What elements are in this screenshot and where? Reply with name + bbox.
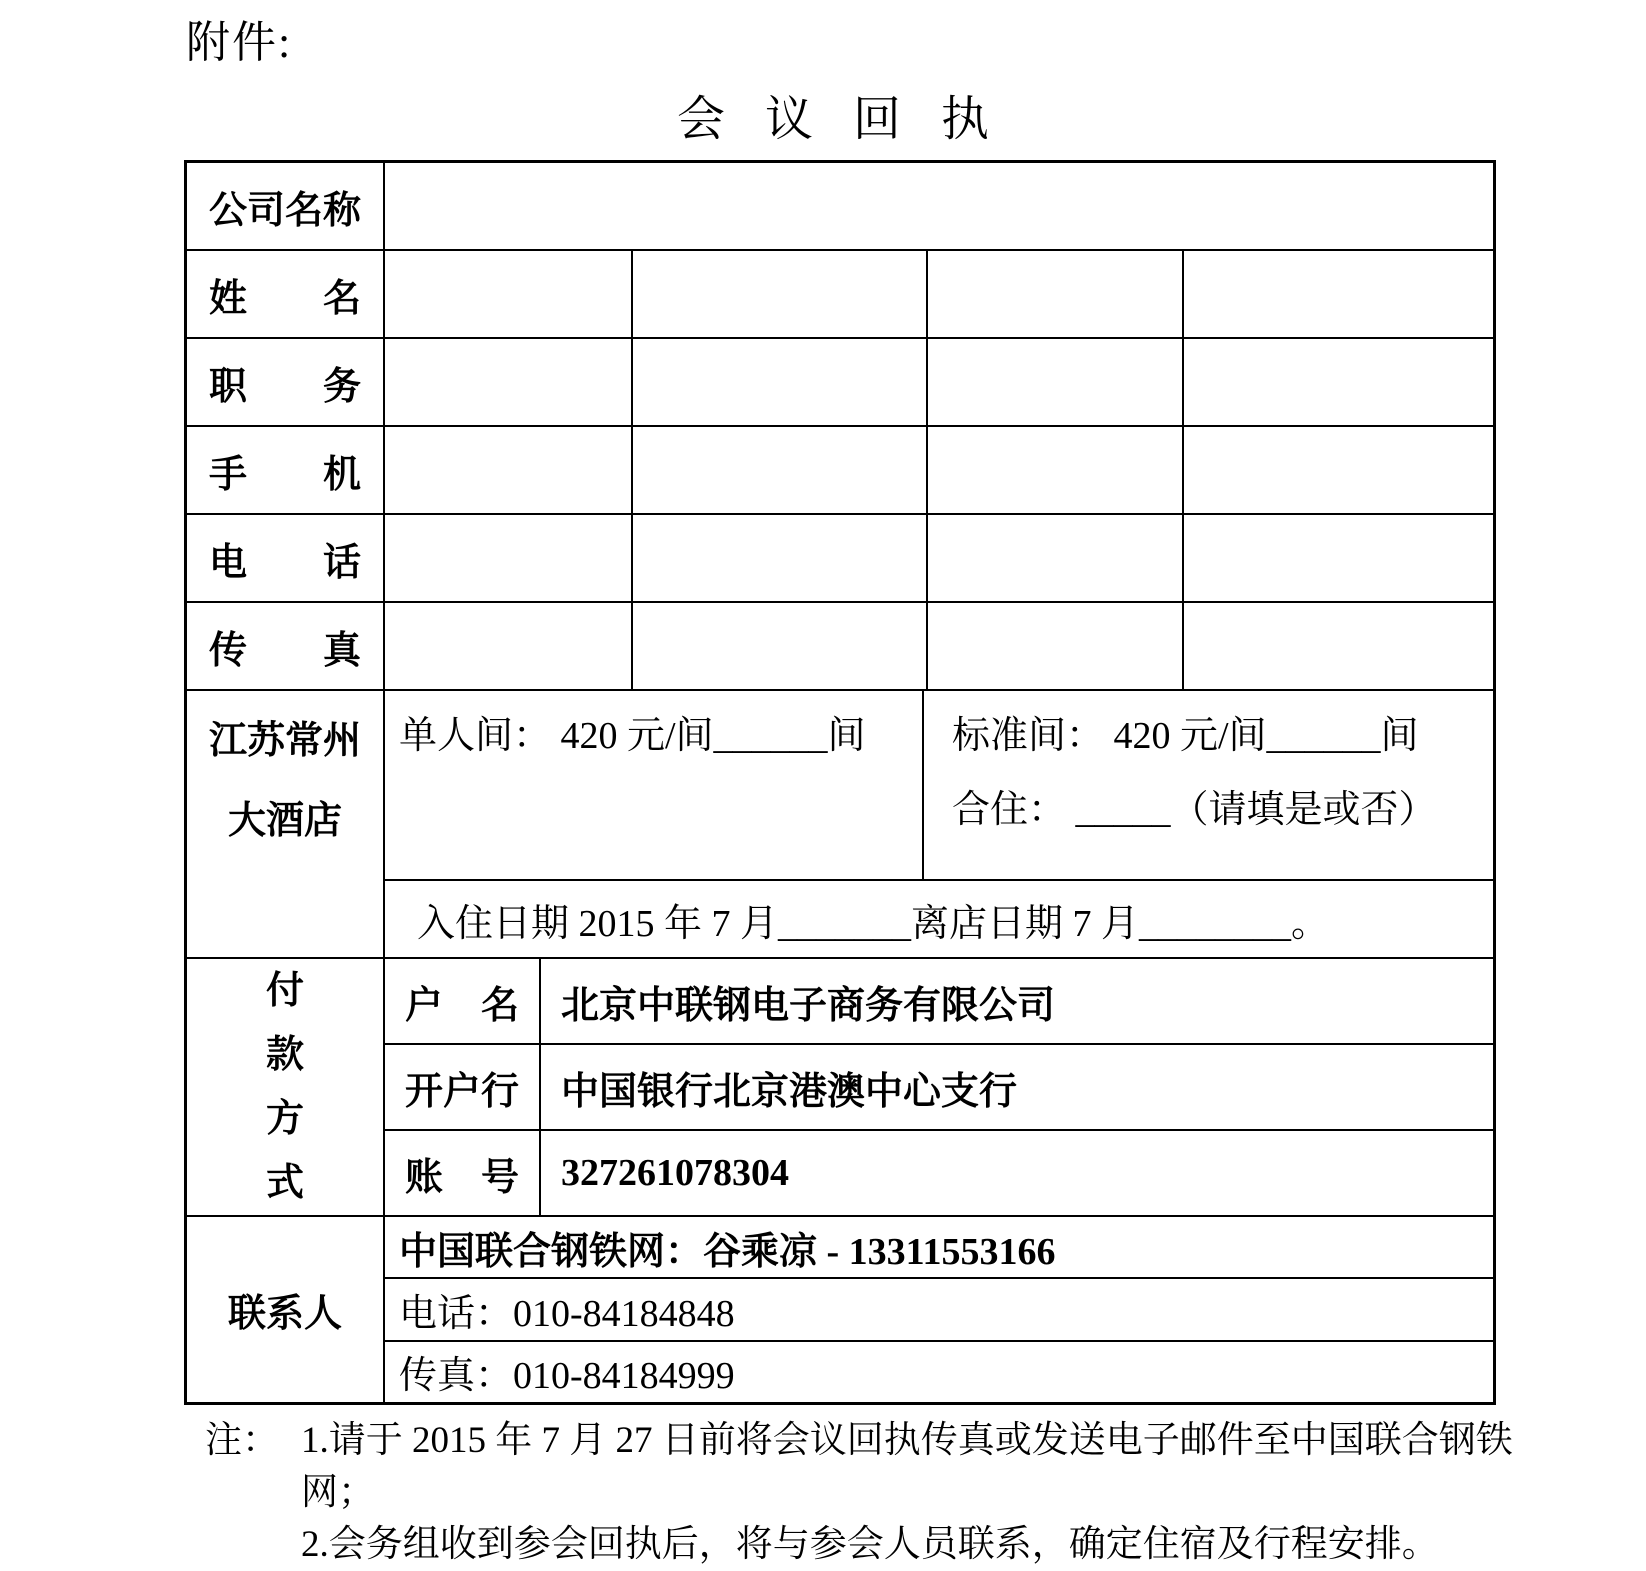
reply-form-table xyxy=(184,160,1496,1405)
stay-dates-text[interactable]: 入住日期 2015 年 7 月_______离店日期 7 月________。 xyxy=(417,902,1330,945)
fax-fill-cell-1[interactable] xyxy=(385,603,633,689)
telephone-fill-cell-4[interactable] xyxy=(1184,515,1493,601)
payment-label-text: 付款方式 xyxy=(265,970,304,1204)
hotel-label-line2: 大酒店 xyxy=(227,800,342,842)
fax-fill-cell-4[interactable] xyxy=(1184,603,1493,689)
note-line-1 xyxy=(205,1415,1535,1519)
fax-fill-cell-3[interactable] xyxy=(928,603,1184,689)
telephone-fill-cell-1[interactable] xyxy=(385,515,633,601)
contact-label: 联系人 xyxy=(187,1217,385,1402)
contact-fax-row: 传真：010-84184999 xyxy=(399,1355,735,1398)
name-fill-cell-1[interactable] xyxy=(385,251,633,337)
hotel-section xyxy=(187,691,1493,959)
row-mobile xyxy=(187,427,1493,515)
payment-section xyxy=(187,959,1493,1217)
share-room-text: 合住： _____（请填是或否） xyxy=(952,789,1437,831)
name-fill-cell-3[interactable] xyxy=(928,251,1184,337)
fax-label: 传 真 xyxy=(187,603,385,689)
position-fill-cell-3[interactable] xyxy=(928,339,1184,425)
note-label: 注： xyxy=(205,1420,279,1461)
company-name-label: 公司名称 xyxy=(187,163,385,249)
fax-fill-cell-2[interactable] xyxy=(633,603,928,689)
contact-phone-row: 电话：010-84184848 xyxy=(385,1279,1493,1341)
note-item-2: 2.会务组收到参会回执后，将与参会人员联系，确定住宿及行程安排。 xyxy=(301,1524,1439,1565)
bank-value: 中国银行北京港澳中心支行 xyxy=(561,1070,1018,1113)
account-name-field: 户 名 xyxy=(385,959,541,1043)
telephone-fill-cell-2[interactable] xyxy=(633,515,928,601)
page-title: 会 议 回 执 xyxy=(676,93,1003,146)
contact-site-row: 中国联合钢铁网：谷乘凉 - 13311553166 xyxy=(385,1217,1493,1279)
payment-bank-row xyxy=(385,1045,1493,1131)
hotel-room-options xyxy=(385,691,1493,881)
account-number-field: 账 号 xyxy=(385,1131,541,1215)
row-telephone xyxy=(187,515,1493,603)
payment-account-name-row xyxy=(385,959,1493,1045)
contact-right-area xyxy=(385,1217,1493,1402)
row-name xyxy=(187,251,1493,339)
name-label: 姓 名 xyxy=(187,251,385,337)
single-room-text[interactable]: 单人间： 420 元/间______间 xyxy=(385,691,924,879)
payment-right-area xyxy=(385,959,1493,1215)
account-name-value: 北京中联钢电子商务有限公司 xyxy=(561,984,1056,1027)
note-item-1: 1.请于 2015 年 7 月 27 日前将会议回执传真或发送电子邮件至中国联合钢铁网； xyxy=(301,1420,1513,1513)
telephone-fill-cell-3[interactable] xyxy=(928,515,1184,601)
standard-room-cell[interactable] xyxy=(924,691,1493,879)
position-fill-cell-4[interactable] xyxy=(1184,339,1493,425)
row-fax xyxy=(187,603,1493,691)
payment-label xyxy=(187,959,385,1215)
telephone-label: 电 话 xyxy=(187,515,385,601)
bank-field: 开户行 xyxy=(385,1045,541,1129)
row-position xyxy=(187,339,1493,427)
row-company-name xyxy=(187,163,1493,251)
position-fill-cell-1[interactable] xyxy=(385,339,633,425)
contact-section xyxy=(187,1217,1493,1402)
mobile-label: 手 机 xyxy=(187,427,385,513)
mobile-fill-cell-2[interactable] xyxy=(633,427,928,513)
payment-account-number-row xyxy=(385,1131,1493,1215)
mobile-fill-cell-4[interactable] xyxy=(1184,427,1493,513)
name-fill-cell-4[interactable] xyxy=(1184,251,1493,337)
attachment-label: 附件: xyxy=(186,18,293,67)
company-name-fill-cell[interactable] xyxy=(385,163,1493,249)
footnotes xyxy=(205,1415,1535,1571)
mobile-fill-cell-1[interactable] xyxy=(385,427,633,513)
position-label: 职 务 xyxy=(187,339,385,425)
mobile-fill-cell-3[interactable] xyxy=(928,427,1184,513)
position-fill-cell-2[interactable] xyxy=(633,339,928,425)
standard-room-text: 标准间： 420 元/间______间 xyxy=(952,715,1419,757)
hotel-label-line1: 江苏常州 xyxy=(208,720,361,762)
account-number-value: 327261078304 xyxy=(561,1152,789,1194)
name-fill-cell-2[interactable] xyxy=(633,251,928,337)
hotel-label xyxy=(187,691,385,957)
hotel-right-area xyxy=(385,691,1493,957)
